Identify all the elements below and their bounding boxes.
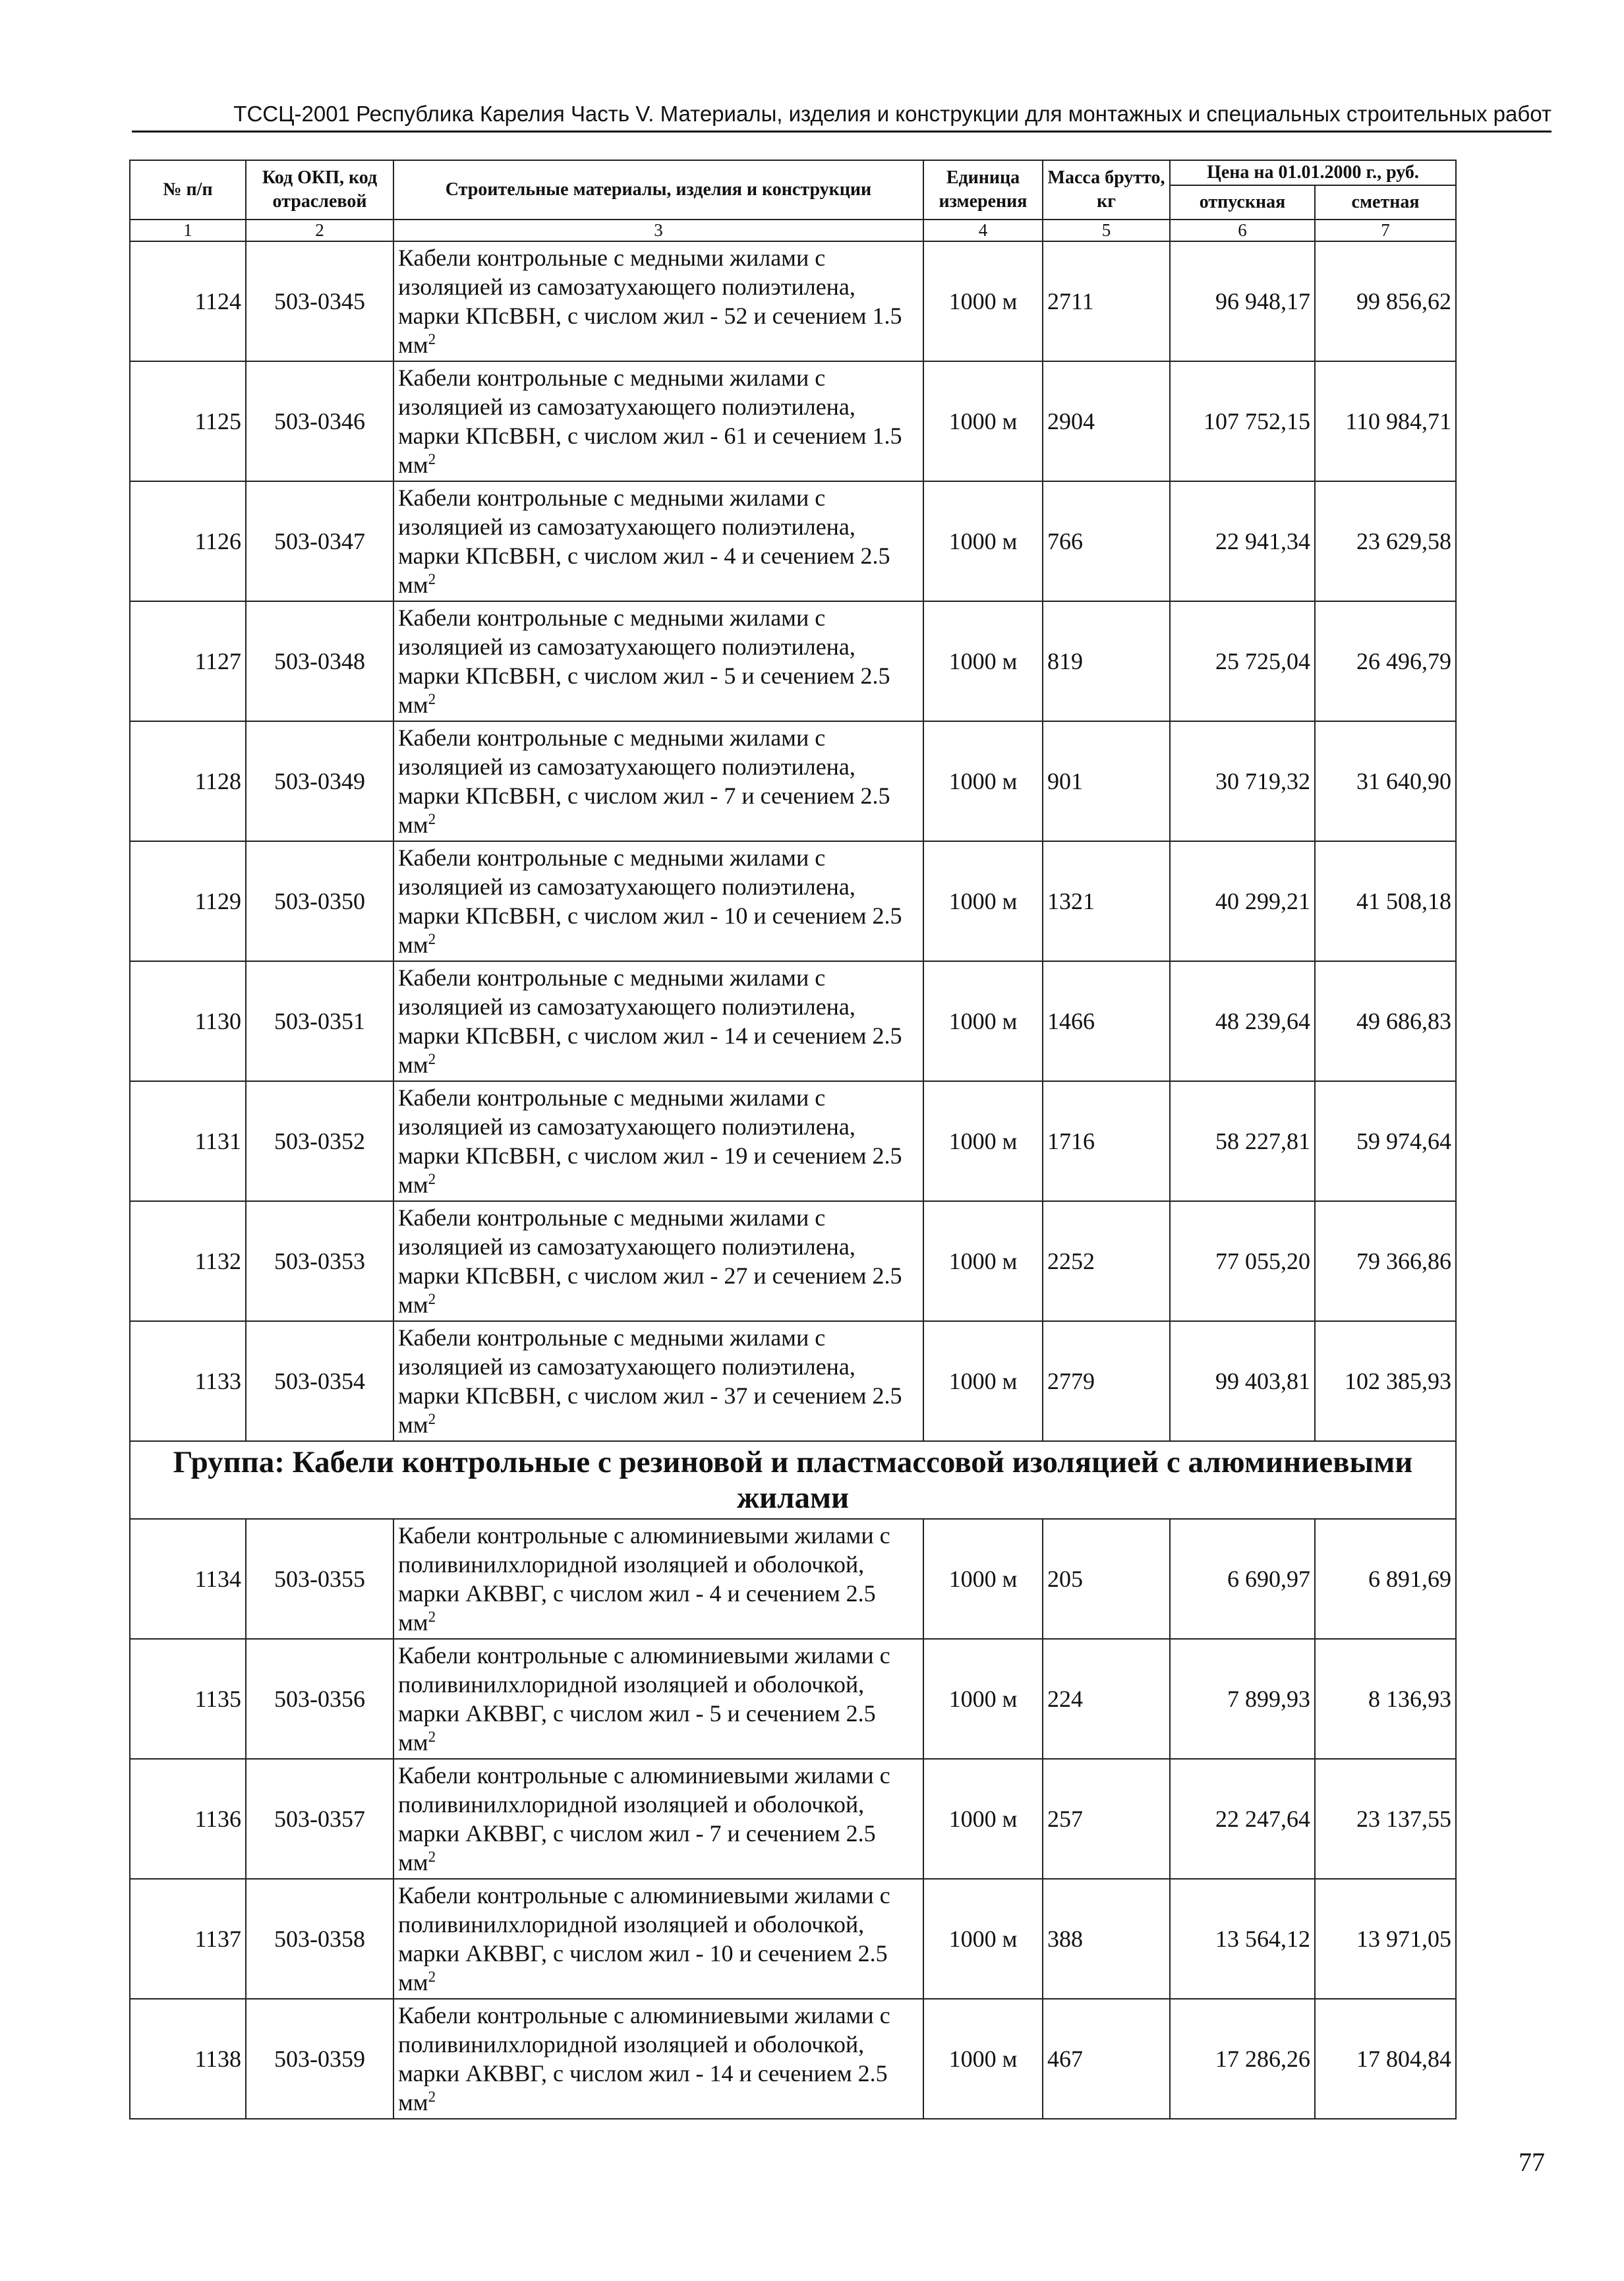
material-description: Кабели контрольные с медными жилами с изоляцией из самозатухающего полиэтилена, марки КПсВБН, с числом жил - 7 и сечением 2.5 $мм^2$ [393,721,923,841]
superscript-2: 2 [428,1729,436,1745]
unit-of-measure: 1000 м [923,961,1043,1081]
gross-mass: 1716 [1043,1081,1170,1201]
column-number: 7 [1315,220,1456,241]
row-number: 1133 [130,1321,246,1441]
okp-code: 503-0351 [246,961,393,1081]
superscript-2: 2 [428,1051,436,1067]
okp-code: 503-0350 [246,841,393,961]
row-number: 1138 [130,1999,246,2119]
header-okp-code: Код ОКП, код отраслевой [246,160,393,220]
gross-mass: 2711 [1043,241,1170,361]
row-number: 1131 [130,1081,246,1201]
estimate-price: 31 640,90 [1315,721,1456,841]
row-number: 1130 [130,961,246,1081]
material-description: Кабели контрольные с медными жилами с изоляцией из самозатухающего полиэтилена, марки КПсВБН, с числом жил - 14 и сечением 2.5 $мм^2$ [393,961,923,1081]
table-row [130,1321,1456,1441]
column-number: 5 [1043,220,1170,241]
unit-of-measure: 1000 м [923,481,1043,601]
release-price: 58 227,81 [1170,1081,1315,1201]
gross-mass: 2779 [1043,1321,1170,1441]
estimate-price: 6 891,69 [1315,1519,1456,1639]
header-unit: Единица измерения [923,160,1043,220]
row-number: 1125 [130,361,246,481]
row-number: 1126 [130,481,246,601]
superscript-2: 2 [428,331,436,347]
okp-code: 503-0358 [246,1879,393,1999]
estimate-price: 49 686,83 [1315,961,1456,1081]
unit-of-measure: 1000 м [923,721,1043,841]
okp-code: 503-0357 [246,1759,393,1879]
release-price: 22 247,64 [1170,1759,1315,1879]
estimate-price: 13 971,05 [1315,1879,1456,1999]
unit-of-measure: 1000 м [923,1879,1043,1999]
table-row [130,1879,1456,1999]
gross-mass: 819 [1043,601,1170,721]
release-price: 22 941,34 [1170,481,1315,601]
estimate-price: 23 137,55 [1315,1759,1456,1879]
table-row [130,841,1456,961]
release-price: 48 239,64 [1170,961,1315,1081]
column-number: 3 [393,220,923,241]
row-number: 1136 [130,1759,246,1879]
superscript-2: 2 [428,1411,436,1427]
material-description: Кабели контрольные с медными жилами с изоляцией из самозатухающего полиэтилена, марки КПсВБН, с числом жил - 19 и сечением 2.5 $мм^2$ [393,1081,923,1201]
gross-mass: 257 [1043,1759,1170,1879]
material-description: Кабели контрольные с медными жилами с изоляцией из самозатухающего полиэтилена, марки КПсВБН, с числом жил - 4 и сечением 2.5 $мм^2$ [393,481,923,601]
okp-code: 503-0348 [246,601,393,721]
unit-of-measure: 1000 м [923,1639,1043,1759]
estimate-price: 102 385,93 [1315,1321,1456,1441]
unit-of-measure: 1000 м [923,241,1043,361]
row-number: 1129 [130,841,246,961]
release-price: 7 899,93 [1170,1639,1315,1759]
price-table [129,160,1457,2119]
row-number: 1137 [130,1879,246,1999]
header-no: № п/п [130,160,246,220]
release-price: 107 752,15 [1170,361,1315,481]
group-heading-row [130,1441,1456,1519]
superscript-2: 2 [428,1969,436,1985]
okp-code: 503-0356 [246,1639,393,1759]
table-row [130,1639,1456,1759]
material-description: Кабели контрольные с медными жилами с изоляцией из самозатухающего полиэтилена, марки КПсВБН, с числом жил - 5 и сечением 2.5 $мм^2$ [393,601,923,721]
okp-code: 503-0354 [246,1321,393,1441]
table-row [130,961,1456,1081]
unit-of-measure: 1000 м [923,1759,1043,1879]
estimate-price: 26 496,79 [1315,601,1456,721]
material-description: Кабели контрольные с алюминиевыми жилами с поливинилхлоридной изоляцией и оболочкой, марки АКВВГ, с числом жил - 10 и сечением 2.5 $мм^2$ [393,1879,923,1999]
estimate-price: 23 629,58 [1315,481,1456,601]
gross-mass: 766 [1043,481,1170,601]
header-price-group: Цена на 01.01.2000 г., руб. [1170,160,1456,185]
release-price: 6 690,97 [1170,1519,1315,1639]
gross-mass: 388 [1043,1879,1170,1999]
superscript-2: 2 [428,1171,436,1187]
row-number: 1127 [130,601,246,721]
superscript-2: 2 [428,1849,436,1865]
release-price: 40 299,21 [1170,841,1315,961]
unit-of-measure: 1000 м [923,1081,1043,1201]
okp-code: 503-0349 [246,721,393,841]
running-header [132,95,1552,133]
header-price-estimate: сметная [1315,185,1456,220]
group-heading: Группа: Кабели контрольные с резиновой и пластмассовой изоляцией с алюминиевыми жилами [130,1441,1456,1519]
material-description: Кабели контрольные с алюминиевыми жилами с поливинилхлоридной изоляцией и оболочкой, марки АКВВГ, с числом жил - 7 и сечением 2.5 $мм^2$ [393,1759,923,1879]
release-price: 30 719,32 [1170,721,1315,841]
table-row [130,1081,1456,1201]
row-number: 1134 [130,1519,246,1639]
gross-mass: 1466 [1043,961,1170,1081]
superscript-2: 2 [428,691,436,707]
material-description: Кабели контрольные с алюминиевыми жилами с поливинилхлоридной изоляцией и оболочкой, марки АКВВГ, с числом жил - 4 и сечением 2.5 $мм^2$ [393,1519,923,1639]
estimate-price: 17 804,84 [1315,1999,1456,2119]
superscript-2: 2 [428,1291,436,1307]
estimate-price: 8 136,93 [1315,1639,1456,1759]
header-mass: Масса брутто, кг [1043,160,1170,220]
material-description: Кабели контрольные с медными жилами с изоляцией из самозатухающего полиэтилена, марки КПсВБН, с числом жил - 10 и сечением 2.5 $мм^2$ [393,841,923,961]
estimate-price: 79 366,86 [1315,1201,1456,1321]
estimate-price: 41 508,18 [1315,841,1456,961]
okp-code: 503-0352 [246,1081,393,1201]
gross-mass: 1321 [1043,841,1170,961]
gross-mass: 224 [1043,1639,1170,1759]
material-description: Кабели контрольные с медными жилами с изоляцией из самозатухающего полиэтилена, марки КПсВБН, с числом жил - 61 и сечением 1.5 $мм^2$ [393,361,923,481]
superscript-2: 2 [428,2088,436,2105]
unit-of-measure: 1000 м [923,601,1043,721]
row-number: 1128 [130,721,246,841]
material-description: Кабели контрольные с медными жилами с изоляцией из самозатухающего полиэтилена, марки КПсВБН, с числом жил - 37 и сечением 2.5 $мм^2$ [393,1321,923,1441]
unit-of-measure: 1000 м [923,1999,1043,2119]
superscript-2: 2 [428,811,436,827]
superscript-2: 2 [428,451,436,467]
release-price: 77 055,20 [1170,1201,1315,1321]
table-row [130,1759,1456,1879]
row-number: 1132 [130,1201,246,1321]
material-description: Кабели контрольные с алюминиевыми жилами с поливинилхлоридной изоляцией и оболочкой, марки АКВВГ, с числом жил - 5 и сечением 2.5 $мм^2$ [393,1639,923,1759]
column-number: 4 [923,220,1043,241]
okp-code: 503-0347 [246,481,393,601]
table-row [130,601,1456,721]
gross-mass: 205 [1043,1519,1170,1639]
column-number: 2 [246,220,393,241]
material-description: Кабели контрольные с медными жилами с изоляцией из самозатухающего полиэтилена, марки КПсВБН, с числом жил - 27 и сечением 2.5 $мм^2$ [393,1201,923,1321]
release-price: 17 286,26 [1170,1999,1315,2119]
gross-mass: 2252 [1043,1201,1170,1321]
unit-of-measure: 1000 м [923,361,1043,481]
estimate-price: 99 856,62 [1315,241,1456,361]
material-description: Кабели контрольные с медными жилами с изоляцией из самозатухающего полиэтилена, марки КПсВБН, с числом жил - 52 и сечением 1.5 $мм^2$ [393,241,923,361]
gross-mass: 2904 [1043,361,1170,481]
running-title: ТССЦ-2001 Республика Карелия Часть V. Материалы, изделия и конструкции для монтажных и специальных строительных работ [233,102,1552,126]
material-description: Кабели контрольные с алюминиевыми жилами с поливинилхлоридной изоляцией и оболочкой, марки АКВВГ, с числом жил - 14 и сечением 2.5 $мм^2$ [393,1999,923,2119]
column-number: 6 [1170,220,1315,241]
estimate-price: 110 984,71 [1315,361,1456,481]
table-row [130,361,1456,481]
release-price: 99 403,81 [1170,1321,1315,1441]
superscript-2: 2 [428,931,436,947]
table-row [130,1999,1456,2119]
table-row [130,1201,1456,1321]
page-number: 77 [1519,2147,1545,2177]
column-numbers-row [130,220,1456,241]
release-price: 25 725,04 [1170,601,1315,721]
unit-of-measure: 1000 м [923,1519,1043,1639]
okp-code: 503-0346 [246,361,393,481]
release-price: 13 564,12 [1170,1879,1315,1999]
superscript-2: 2 [428,571,436,587]
row-number: 1124 [130,241,246,361]
okp-code: 503-0353 [246,1201,393,1321]
unit-of-measure: 1000 м [923,1321,1043,1441]
superscript-2: 2 [428,1609,436,1625]
header-materials: Строительные материалы, изделия и конструкции [393,160,923,220]
okp-code: 503-0359 [246,1999,393,2119]
column-number: 1 [130,220,246,241]
unit-of-measure: 1000 м [923,841,1043,961]
gross-mass: 901 [1043,721,1170,841]
table-row [130,241,1456,361]
release-price: 96 948,17 [1170,241,1315,361]
row-number: 1135 [130,1639,246,1759]
gross-mass: 467 [1043,1999,1170,2119]
header-price-release: отпускная [1170,185,1315,220]
okp-code: 503-0345 [246,241,393,361]
table-row [130,1519,1456,1639]
estimate-price: 59 974,64 [1315,1081,1456,1201]
table-row [130,721,1456,841]
unit-of-measure: 1000 м [923,1201,1043,1321]
table-row [130,481,1456,601]
okp-code: 503-0355 [246,1519,393,1639]
